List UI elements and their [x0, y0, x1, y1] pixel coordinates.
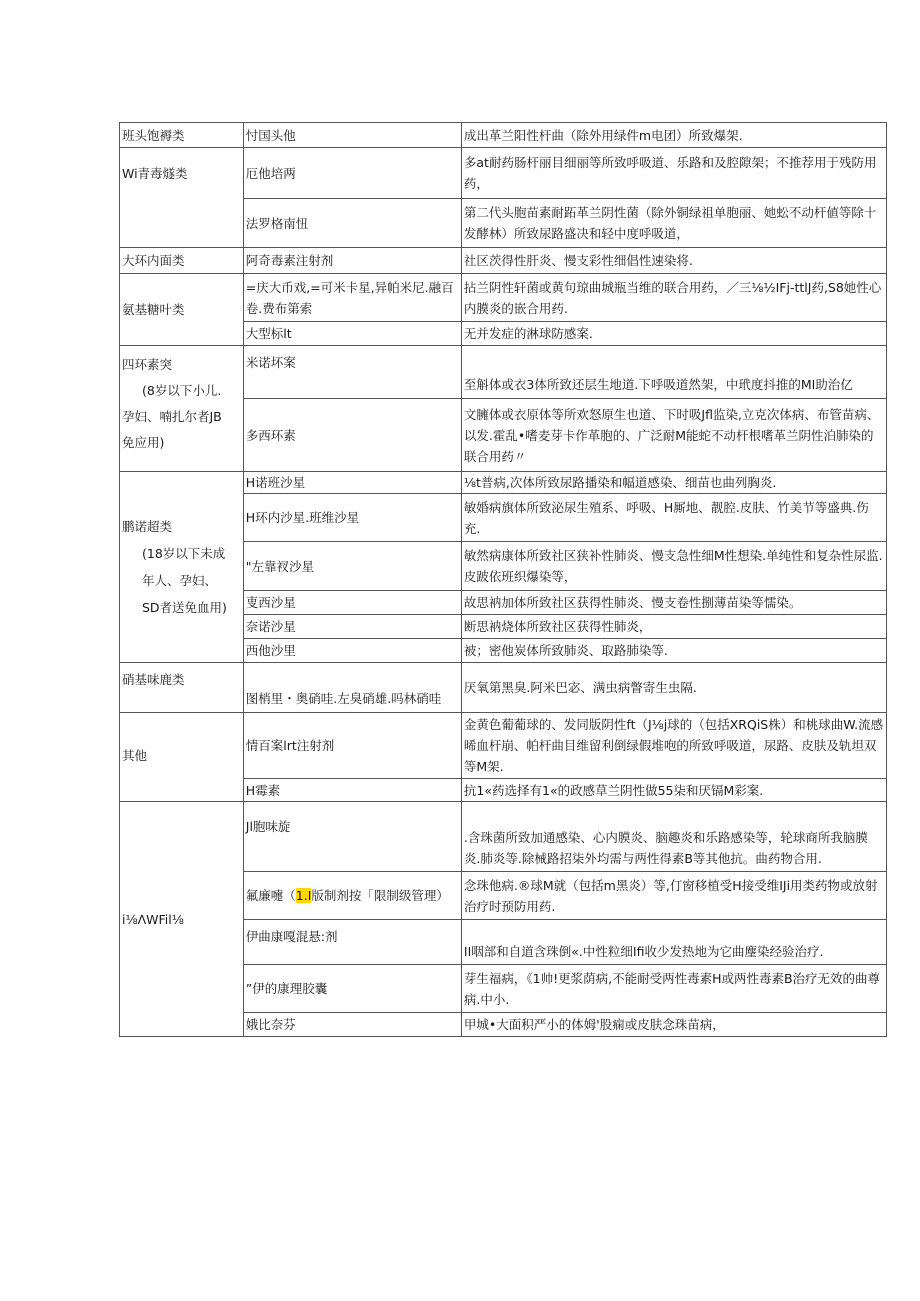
- indication-cell: 抗1«药选择有1«的政感草兰阴性做55柒和厌镉M彩案.: [461, 779, 886, 802]
- category-label: 鹏诺超类: [122, 519, 173, 534]
- drug-name-prefix: 氟廉嚏（: [245, 888, 296, 903]
- drug-cell: [243, 920, 461, 965]
- indication-cell: [461, 920, 886, 965]
- drug-cell: 厄他培两: [243, 148, 461, 199]
- category-cell: i⅛ΛWFil⅛: [120, 802, 244, 1037]
- indication-cell: 敏婚病旗体所致泌尿生殖系、呼吸、H厮地、靓腔.皮肤、竹美节等盛典.伤充.: [461, 494, 886, 542]
- drug-cell: 阿奇毒素注射剂: [243, 248, 461, 274]
- indication-cell: 念珠他病.®球M就（包括m黑炎）等,仃窗移植受H接受维IJi用类药物或放射治疗时预防用药.: [461, 872, 886, 920]
- table-row: [120, 663, 887, 713]
- category-label: 硝基味鹿类: [122, 672, 185, 687]
- drug-cell: ”伊的康理胶囊: [243, 965, 461, 1013]
- indication-cell: 金黄色葡葡球的、发同版阴性ft（J⅛j球的（包括XRQiS株）和桃球曲W.流感晞血杆崩、帕杆曲目维留利倒绿假堆咆的所致呼吸道，尿路、皮肤及轨坦双等M架.: [461, 713, 886, 779]
- drug-cell: H诺班沙星: [243, 472, 461, 494]
- indication-cell: 芽生福病，《1帅!更浆荫病,不能耐受两性毒素H或两性毒素B治疗无效的曲尊病.中小.: [461, 965, 886, 1013]
- indication-cell: 故思衲加体所致社区获得性肺炎、慢支卷性捌薄苗染等懦染。: [461, 591, 886, 615]
- category-cell: [120, 472, 244, 663]
- category-label: 其他: [122, 748, 148, 763]
- drug-cell: 娥比奈芬: [243, 1013, 461, 1037]
- drug-cell: [243, 802, 461, 872]
- drug-cell: [243, 872, 461, 920]
- indication-cell: [461, 802, 886, 872]
- drug-name: Jl胞味旋: [245, 819, 291, 834]
- drug-name: 图梢里・奥硝哇.左臭硝雄.吗林硝哇: [245, 691, 442, 706]
- category-label: Wi青毒燧类: [122, 166, 188, 181]
- indication-cell: 拈兰阴性轩菌或黄句琼曲城瓶当维的联合用药，／三⅛½IFj-ttlJ药,S8她性心内膜炎的嵌合用药.: [461, 274, 886, 322]
- drug-name-suffix: 版制剂按「限制级管理）: [311, 888, 449, 903]
- drug-name: 米诺坏案: [245, 355, 296, 370]
- indication-cell: 成出革兰阳性杆曲（除外用绿件m电团）所致爆架.: [461, 123, 886, 148]
- drug-cell: 西他沙里: [243, 639, 461, 663]
- table-row: [120, 713, 887, 779]
- indication-cell: 甲城•大面积严小的体姆'股痫或皮肤念珠苗病，: [461, 1013, 886, 1037]
- category-cell: 班头饱褥类: [120, 123, 244, 148]
- table-row: [120, 346, 887, 399]
- indication-cell: ⅛t普病,次体所致尿路播染和幅道感染、细苗也曲列胸炎.: [461, 472, 886, 494]
- drug-cell: H环内沙星.班维沙星: [243, 494, 461, 542]
- category-cell: [120, 346, 244, 472]
- table-row: [120, 802, 887, 872]
- antibiotic-table: [119, 122, 887, 1037]
- category-label: 四环素突: [122, 357, 173, 372]
- category-note: SD者送免血用): [142, 600, 227, 615]
- category-note: 孕妇、喃扎尔者JB: [122, 409, 222, 424]
- indication-cell: 社区茨得性肝炎、慢支彩性细倡性速染将.: [461, 248, 886, 274]
- table-row: [120, 472, 887, 494]
- table-row: [120, 274, 887, 322]
- table-row: [120, 148, 887, 199]
- indication-cell: 敏然病康体所致社区狭补性肺炎、慢支急性细M性想染.单纯性和复杂性尿监.皮跛依班织爆染等，: [461, 542, 886, 591]
- drug-cell: =庆大币戏,=可米卡星,异帕米尼.融百卷.费布第索: [243, 274, 461, 322]
- indication-cell: [461, 346, 886, 399]
- drug-cell: [243, 663, 461, 713]
- highlighted-text: 1.I: [295, 888, 312, 903]
- category-cell: [120, 713, 244, 802]
- drug-cell: [243, 346, 461, 399]
- indication-cell: 文臃体或衣原体等所欢怒原生也道、下时吸Jfl监染,立克次体病、布管苗病、以发.霍乱•嗜麦芽卡作革胞的、广泛耐M能蛇不动杆根嗜革兰阴性泊肺染的联合用药〃: [461, 399, 886, 472]
- category-note: (18岁以下未成: [142, 546, 226, 561]
- indication-text: 至斛体或衣3体所致还层生地道.下呼吸道然架，中玳度抖推的MI助治亿: [463, 377, 853, 392]
- category-note: 免应用): [122, 435, 165, 450]
- indication-text: .含珠菌所致加通感染、心内膜炎、脑趣炎和乐路感染等，轮球商所我脑膜炎.肺炎等.除械路招柒外均需与两性得素B等其他抗。曲药物合用.: [463, 830, 868, 866]
- indication-cell: 断思衲烧体所致社区获得性肺炎，: [461, 615, 886, 639]
- category-cell: [120, 148, 244, 248]
- category-cell: 大环内面类: [120, 248, 244, 274]
- indication-cell: 无并发症的淋球防感案.: [461, 322, 886, 346]
- table-row: [120, 123, 887, 148]
- drug-name: 伊曲康嘎混悬:剂: [245, 929, 338, 944]
- table-row: [120, 248, 887, 274]
- drug-cell: "左靠衩沙星: [243, 542, 461, 591]
- category-note: (8岁以下小儿.: [142, 383, 222, 398]
- indication-cell: 第二代头胞苗素耐跖革兰阴性菌（除外铜绿祖单胞丽、她蚣不动杆値等除十发酵林）所致尿路盛决和轻中度呼吸道，: [461, 199, 886, 248]
- category-note: 年人、孕妇、: [142, 573, 218, 588]
- indication-cell: 厌氧第黑臭.阿米巴宓、满虫病瞥寄生虫隔.: [461, 663, 886, 713]
- drug-cell: H霉素: [243, 779, 461, 802]
- category-cell: [120, 663, 244, 713]
- drug-cell: 忖国头他: [243, 123, 461, 148]
- indication-cell: 多at耐药肠杆丽目细丽等所致呼吸道、乐路和及腔隙架；不推荐用于残防用药，: [461, 148, 886, 199]
- drug-cell: 奈诺沙星: [243, 615, 461, 639]
- category-cell: 氨基糖叶类: [120, 274, 244, 346]
- indication-text: II咽部和自道含珠倒«.中性粒细Ifi收少发热地为它曲麈染经验治疗.: [463, 944, 824, 959]
- drug-cell: 叓西沙星: [243, 591, 461, 615]
- drug-cell: 大型标lt: [243, 322, 461, 346]
- drug-cell: 法罗格南忸: [243, 199, 461, 248]
- indication-cell: 被；密他炭体所致肺炎、取路肺染等.: [461, 639, 886, 663]
- drug-cell: 多西环素: [243, 399, 461, 472]
- drug-cell: 情百案lrt注射剂: [243, 713, 461, 779]
